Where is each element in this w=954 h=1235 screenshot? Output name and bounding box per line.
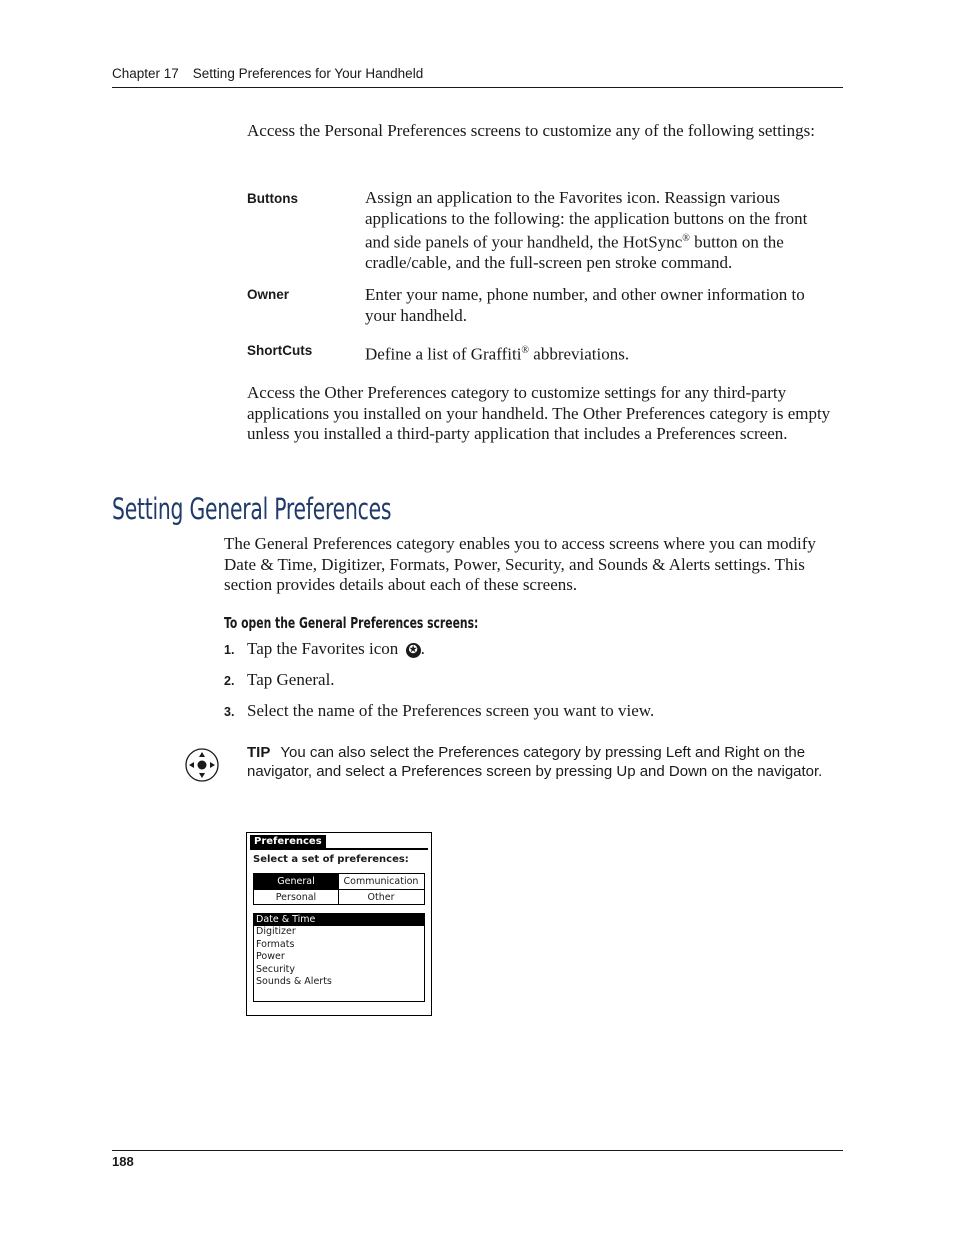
list-item-digitizer[interactable]: Digitizer: [256, 926, 296, 938]
tip-label: TIP: [247, 744, 271, 761]
step-number-1: 1.: [224, 643, 235, 657]
step-text-2: Tap General.: [247, 670, 335, 689]
step-number-2: 2.: [224, 674, 235, 688]
definition-term-owner: Owner: [247, 287, 290, 302]
category-other[interactable]: Other: [367, 892, 395, 903]
chapter-title: Setting Preferences for Your Handheld: [192, 66, 424, 81]
favorites-icon: ✪: [406, 643, 421, 658]
list-item-security[interactable]: Security: [256, 963, 296, 975]
screen-title-tab: Preferences: [250, 835, 326, 848]
page-number: 188: [112, 1154, 134, 1169]
step-text-1: Tap the Favorites icon ✪ .: [247, 639, 425, 658]
navigator-icon: [185, 748, 219, 782]
screen-title-rule: [250, 848, 428, 850]
category-grid: [253, 873, 425, 905]
category-communication[interactable]: Communication: [343, 876, 419, 887]
definition-desc-shortcuts: Define a list of Graffiti® abbreviations.: [365, 344, 630, 364]
procedure-heading: To open the General Preferences screens:: [224, 614, 479, 632]
definition-desc-owner: Enter your name, phone number, and other owner information to your handheld.: [365, 285, 805, 325]
tip-text: You can also select the Preferences category by pressing Left and Right on the navigator, and select a Preferences screen by pressing Up and Down on the navigator.: [247, 744, 823, 780]
intro-paragraph: Access the Personal Preferences screens to customize any of the following settings:: [247, 121, 815, 140]
header-rule: [112, 87, 843, 88]
definition-desc-buttons: Assign an application to the Favorites icon. Reassign various applications to the following: the application buttons on the front and side panels of your handheld, the HotSync® button on the cradle/cable, and the full-screen pen stroke command.: [365, 188, 808, 273]
step-number-3: 3.: [224, 705, 235, 719]
section-title: Setting General Preferences: [112, 492, 392, 526]
section-body: The General Preferences category enables you to access screens where you can modify Date & Time, Digitizer, Formats, Power, Security, and Sounds & Alerts settings. This section provides details about each of these screens.: [224, 534, 816, 594]
grid-divider-horizontal: [254, 889, 424, 890]
list-item-power[interactable]: Power: [256, 951, 285, 963]
footer-rule: [112, 1150, 843, 1151]
definition-term-shortcuts: ShortCuts: [247, 343, 313, 358]
list-item-formats[interactable]: Formats: [256, 938, 295, 950]
category-general[interactable]: General: [254, 874, 338, 889]
step-text-3: Select the name of the Preferences screen you want to view.: [247, 701, 655, 720]
category-personal[interactable]: Personal: [275, 892, 317, 903]
preferences-screenshot: [246, 832, 432, 1016]
chapter-number: Chapter 17: [112, 66, 179, 81]
tip-note: [247, 743, 827, 781]
list-item-sounds-alerts[interactable]: Sounds & Alerts: [256, 975, 332, 987]
preferences-list: [253, 913, 425, 1002]
list-item-date-time[interactable]: Date & Time: [254, 914, 424, 926]
other-preferences-paragraph: Access the Other Preferences category to customize settings for any third-party applications you installed on your handheld. The Other Preferences category is empty unless you installed a third-party application that includes a Preferences screen.: [247, 383, 831, 443]
definition-term-buttons: Buttons: [247, 191, 298, 206]
screen-prompt: Select a set of preferences:: [253, 854, 409, 865]
running-header: [112, 66, 423, 81]
